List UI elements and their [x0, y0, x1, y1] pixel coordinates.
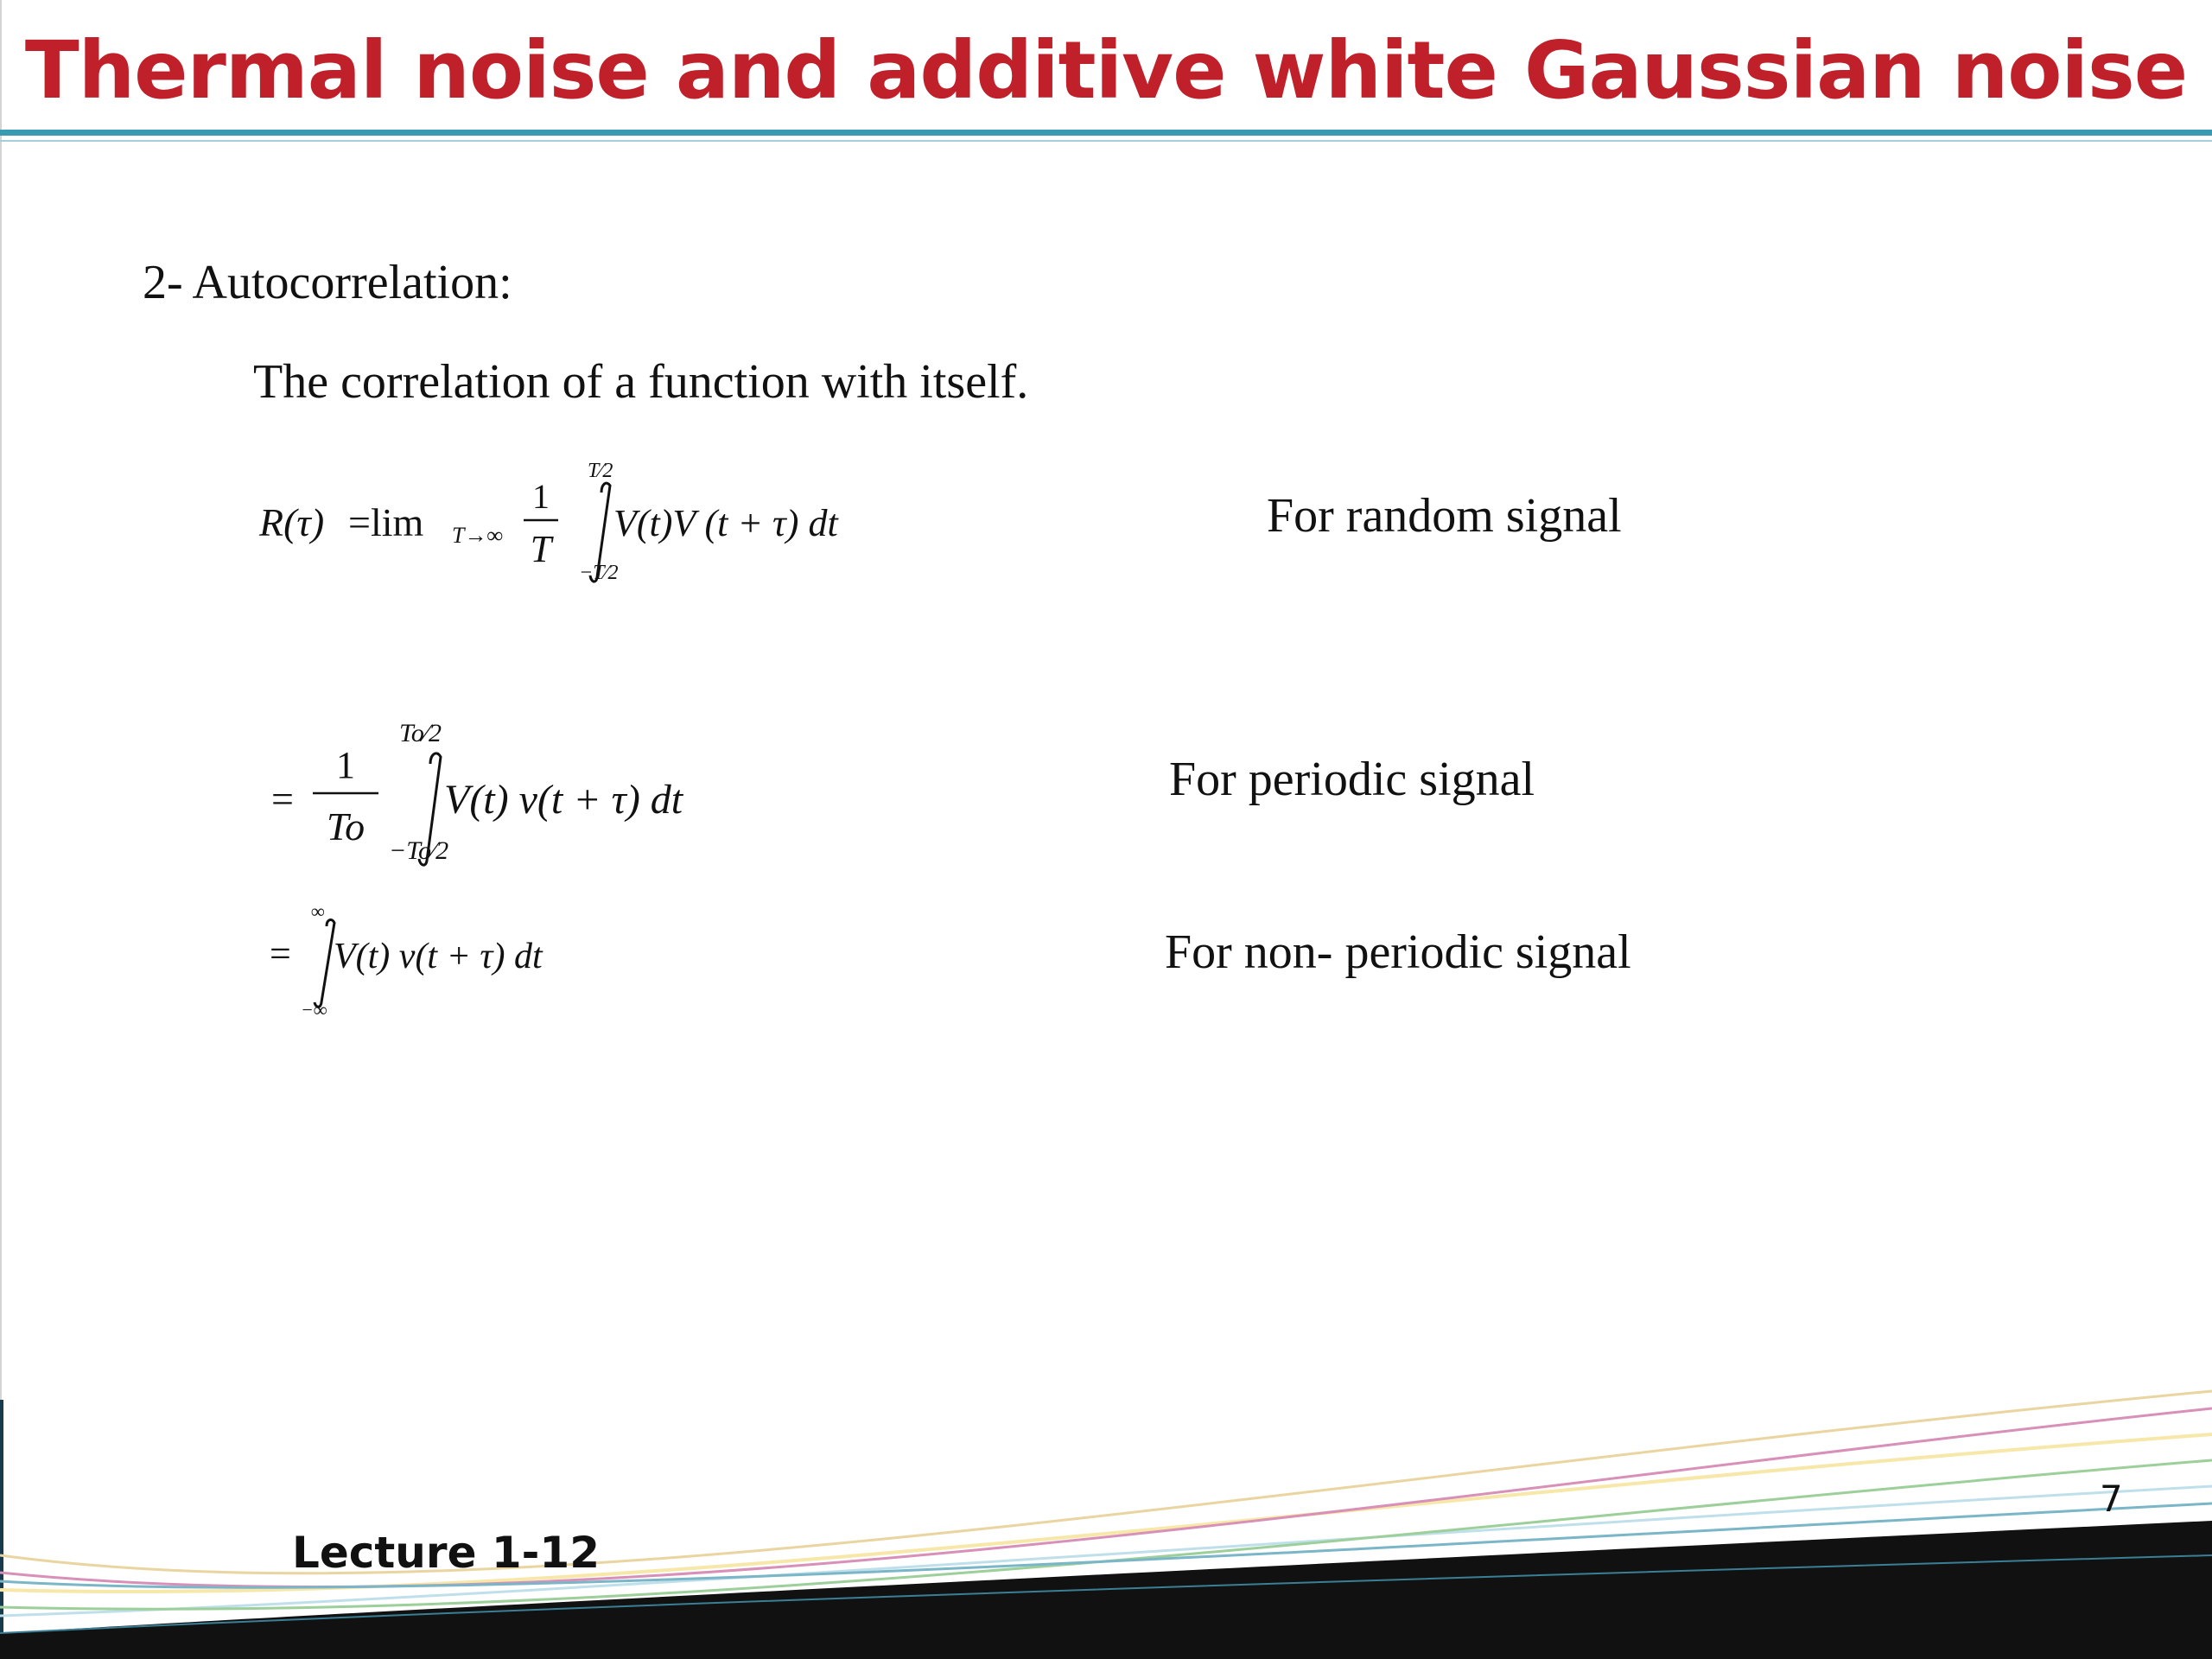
slide-title: Thermal noise and additive white Gaussian noise	[24, 24, 2188, 117]
label-periodic-signal: For periodic signal	[1169, 753, 1535, 806]
label-random-signal: For random signal	[1267, 489, 1622, 543]
section-heading: 2- Autocorrelation:	[143, 256, 512, 309]
footer-lecture: Lecture 1-12	[292, 1528, 601, 1578]
definition-text: The correlation of a function with itself.	[253, 355, 1029, 409]
label-nonperiodic-signal: For non- periodic signal	[1165, 925, 1631, 979]
title-underline	[0, 130, 2212, 136]
eq2-integrand: V(t) v(t + τ) dt	[444, 777, 683, 823]
eq2-upper-bound: To⁄2	[399, 719, 442, 747]
eq1-fraction-numerator: 1	[532, 477, 550, 516]
eq1-fraction-denominator: T	[530, 528, 552, 570]
eq3-integrand: V(t) v(t + τ) dt	[334, 937, 543, 976]
title-underline-thin	[0, 140, 2212, 142]
eq3-integral-sign	[315, 920, 334, 1007]
equation-random	[251, 449, 942, 596]
eq1-lhs: R(τ)	[259, 500, 325, 544]
page-number: 7	[2100, 1478, 2123, 1520]
eq1-operator: =lim	[348, 500, 424, 544]
eq1-limit-subscript: T→∞	[452, 523, 503, 548]
eq2-fraction-denominator: To	[326, 804, 365, 849]
equation-nonperiodic	[259, 899, 622, 1028]
decorative-swoosh	[0, 1348, 2212, 1659]
eq1-lower-bound: −T⁄2	[579, 562, 619, 584]
eq2-fraction-numerator: 1	[336, 744, 355, 786]
left-border	[0, 0, 2, 1400]
eq3-operator: =	[270, 932, 291, 975]
eq2-lower-bound: −To⁄2	[389, 836, 449, 865]
eq3-lower-bound: −∞	[301, 999, 327, 1020]
eq1-integrand: V(t)V (t + τ) dt	[613, 502, 838, 544]
eq2-operator: =	[271, 777, 294, 821]
eq1-upper-bound: T⁄2	[588, 460, 613, 482]
eq3-upper-bound: ∞	[311, 900, 325, 922]
equation-periodic	[259, 717, 812, 890]
